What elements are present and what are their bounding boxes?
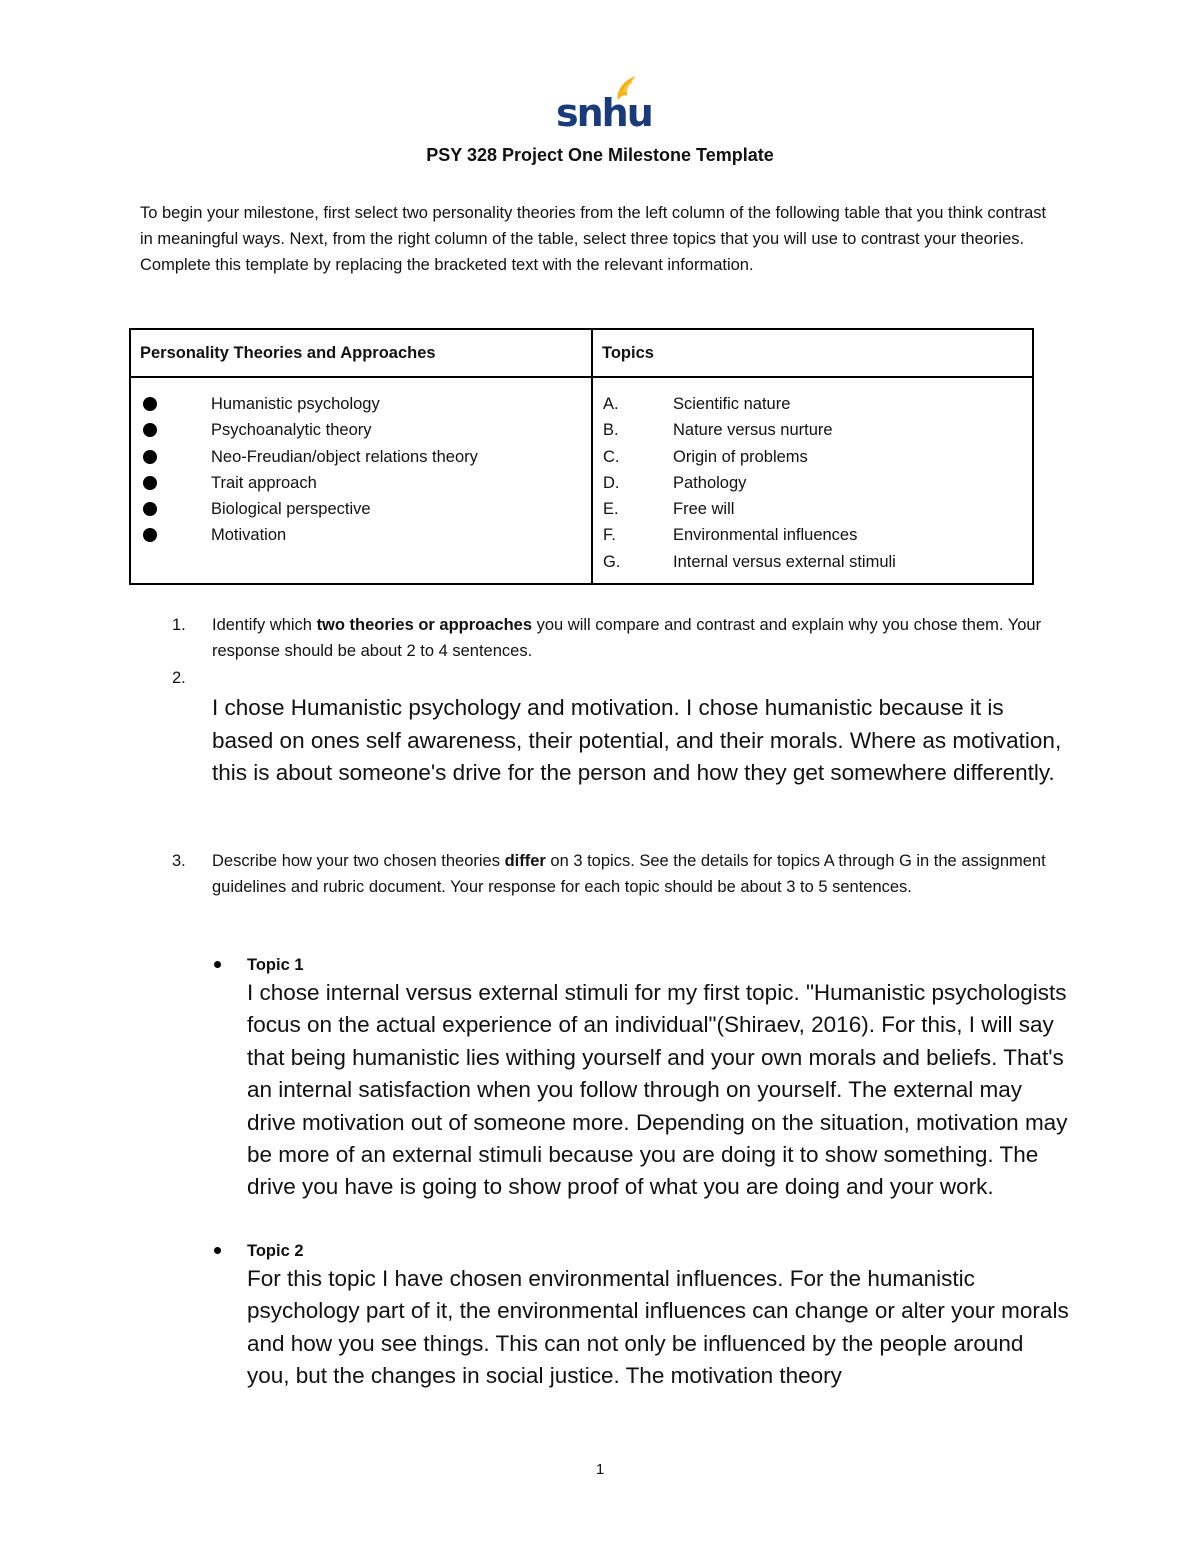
question-text: Identify which two theories or approaches you will compare and contrast and explain why you chose them. Your response should be about 2 to 4 sentences. (212, 616, 1042, 660)
theories-header: Personality Theories and Approaches (130, 329, 592, 377)
page-number: 1 (595, 1461, 605, 1478)
topic-item: F. Environmental influences (603, 526, 858, 545)
question-text: Describe how your two chosen theories differ on 3 topics. See the details for topics A through G in the assignment guidelines and rubric document. Your response for each topic should be about 3 to 5 sentences. (212, 852, 1046, 896)
theory-item: Motivation (131, 522, 591, 548)
topic-item: C. Origin of problems (603, 447, 808, 466)
topic-1-answer (212, 953, 1072, 1204)
theories-topics-table (129, 328, 1034, 585)
bullet-icon (143, 450, 157, 464)
question-3: 3. Describe how your two chosen theories differ on 3 topics. See the details for topics A through G in the assignment guidelines and rubric document. Your response for each topic should be about 3 to 5 sentences. (172, 848, 1062, 900)
bullet-icon (143, 476, 157, 490)
question-1: 1. Identify which two theories or approaches you will compare and contrast and explain why you chose them. Your response should be about 2 to 4 sentences. (172, 612, 1062, 664)
logo-text: snhu (556, 91, 652, 135)
bullet-icon (143, 397, 157, 411)
topic-body: For this topic I have chosen environmental influences. For the humanistic psychology part of it, the environmental influences can change or alter your morals and how you see things. This can not only be influenced by the people around you, but the changes in social justice. The motivation theory (247, 1266, 1069, 1389)
topic-label: Topic 2 (247, 1242, 304, 1260)
topic-item: B. Nature versus nurture (603, 421, 833, 440)
theory-item: Neo-Freudian/object relations theory (131, 444, 591, 470)
bullet-icon (143, 502, 157, 516)
topics-list (593, 378, 1032, 575)
bullet-icon (214, 1247, 221, 1254)
topics-header: Topics (592, 329, 1033, 377)
topic-item: G. Internal versus external stimuli (603, 552, 896, 571)
theories-list (131, 378, 591, 549)
intro-paragraph: To begin your milestone, first select two personality theories from the left column of the following table that you think contrast in meaningful ways. Next, from the right column of the table, select three topics that you will use to contrast your theories. Complete this template by replacing the bracketed text with the relevant information. (140, 204, 1047, 274)
theory-item: Trait approach (131, 470, 591, 496)
theory-item: Humanistic psychology (131, 391, 591, 417)
topics-cell (592, 377, 1033, 584)
theories-cell (130, 377, 592, 584)
topic-item: A. Scientific nature (603, 395, 791, 413)
topic-2-answer (212, 1239, 1072, 1393)
topic-label: Topic 1 (247, 956, 304, 974)
topic-item: E. Free will (603, 500, 735, 519)
theory-item: Psychoanalytic theory (131, 417, 591, 443)
answer-text: I chose Humanistic psychology and motivation. I chose humanistic because it is based on ones self awareness, their potential, and their morals. Where as motivation, this is about someone's drive for the person and how they get somewhere differently. (212, 695, 1062, 785)
bullet-icon (214, 961, 221, 968)
snhu-logo (556, 74, 652, 135)
theory-item: Biological perspective (131, 496, 591, 522)
topic-item: D. Pathology (603, 473, 747, 492)
bullet-icon (143, 423, 157, 437)
bullet-icon (143, 528, 157, 542)
document-title: PSY 328 Project One Milestone Template (426, 145, 774, 165)
topic-body: I chose internal versus external stimuli for my first topic. "Humanistic psychologists focus on the actual experience of an individual"(Shiraev, 2016). For this, I will say that being humanistic lies withing yourself and your own morals and beliefs. That's an internal satisfaction when you follow through on yourself. The external may drive motivation out of someone more. Depending on the situation, motivation may be more of an external stimuli because you are doing it to show something. The drive you have is going to show proof of what you are doing and your work. (247, 980, 1068, 1200)
